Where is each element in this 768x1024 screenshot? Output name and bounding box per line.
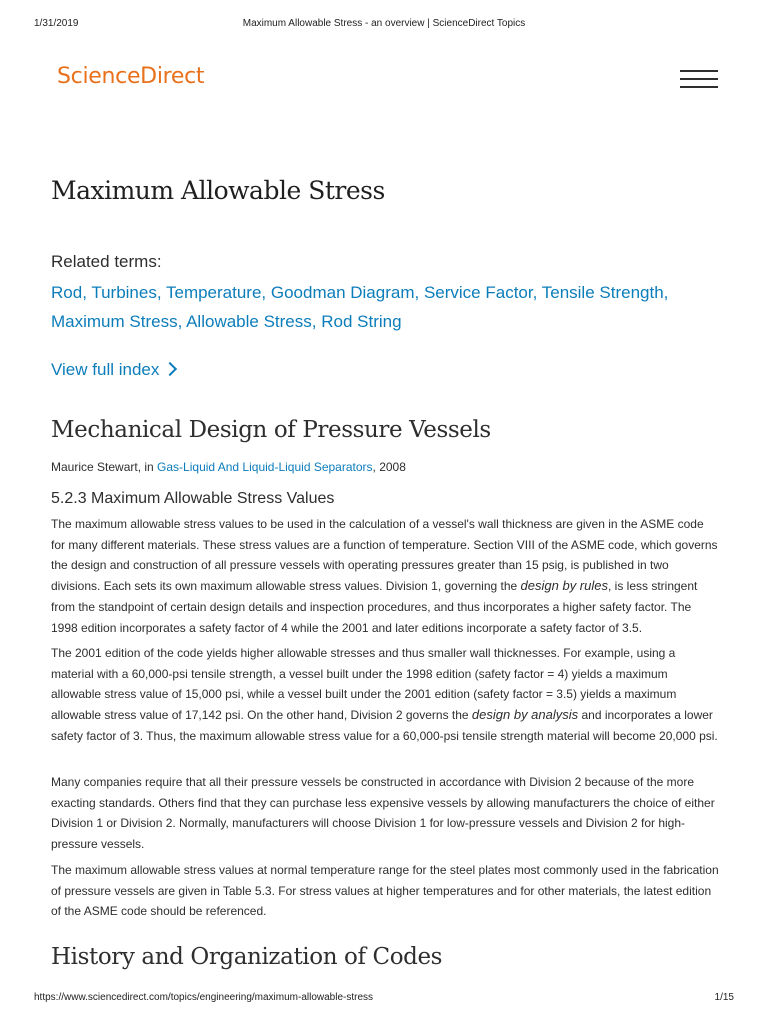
paragraph-3: Many companies require that all their pressure vessels be constructed in accordance with Division 2 because of the more exacting standards. Others find that they can purchase less expensive vessels by allowing manufacturers the choice of either Division 1 or Division 2. Normally, manufacturers will choose Division 1 for low-pressure vessels and Division 2 for high-pressure vessels.	[51, 775, 715, 852]
paragraph-2-emphasis: design by analysis	[471, 707, 579, 723]
related-term-link[interactable]: Service Factor	[423, 283, 533, 302]
citation-source-link[interactable]: Gas-Liquid And Liquid-Liquid Separators	[157, 460, 373, 474]
menu-bar	[680, 70, 718, 72]
menu-bar	[680, 78, 718, 80]
paragraph-2-text-b: and incorporates a lower safety factor of 3. Thus, the maximum allowable stress value for a 60,000-psi tensile strength material will become 20,000 psi.	[51, 708, 718, 743]
paragraph-1-text-a: The maximum allowable stress values to be used in the calculation of a vessel's wall thickness are given in the ASME code for many different materials. These stress values are a function of temperature. Section VIII of the ASME code, which governs the design and construction of all pressure vessels with operating pressures greater than 15 psig, is published in two divisions. Each sets its own maximum allowable stress values. Division 1, governing the	[51, 517, 718, 594]
related-term-link[interactable]: Maximum Stress	[51, 312, 178, 331]
paragraph-1	[51, 514, 719, 638]
page-title: Maximum Allowable Stress	[51, 176, 385, 205]
view-full-index-link[interactable]	[51, 360, 175, 380]
chevron-right-icon	[163, 362, 177, 376]
citation-author: Maurice Stewart, in	[51, 460, 158, 474]
view-full-index-label: View full index	[51, 360, 160, 379]
related-term-link[interactable]: Goodman Diagram	[270, 283, 415, 302]
sciencedirect-logo[interactable]: ScienceDirect	[57, 64, 205, 89]
next-section-title: History and Organization of Codes	[51, 944, 443, 970]
related-term-link[interactable]: Rod	[51, 283, 83, 302]
print-url: https://www.sciencedirect.com/topics/engineering/maximum-allowable-stress	[34, 992, 374, 1003]
related-terms-label: Related terms:	[51, 252, 162, 271]
subsection-title: 5.2.3 Maximum Allowable Stress Values	[51, 490, 335, 507]
related-term-link[interactable]: Tensile Strength	[541, 283, 664, 302]
menu-bar	[680, 86, 718, 88]
paragraph-1-text-b: , is less stringent from the standpoint of certain design details and inspection procedures, and thus incorporates a higher safety factor. The 1998 edition incorporates a safety factor of 4 while the 2001 and later editions incorporate a safety factor of 3.5.	[51, 579, 698, 635]
paragraph-2-text-a: The 2001 edition of the code yields higher allowable stresses and thus smaller wall thicknesses. For example, using a material with a 60,000-psi tensile strength, a vessel built under the 1998 edition (safety factor = 4) yields a maximum allowable stress value of 15,000 psi, while a vessel built under the 2001 edition (safety factor = 3.5) yields a maximum allowable stress value of 17,142 psi. On the other hand, Division 2 governs the	[51, 646, 677, 723]
related-term-link[interactable]: Rod String	[321, 312, 402, 331]
related-term-link[interactable]: Turbines	[91, 283, 157, 302]
related-term-link[interactable]: Allowable Stress	[186, 312, 312, 331]
citation-year: , 2008	[372, 460, 406, 474]
related-term-link[interactable]: Temperature	[165, 283, 262, 302]
hamburger-menu-icon[interactable]	[680, 70, 718, 90]
print-date: 1/31/2019	[34, 18, 79, 29]
print-page-title: Maximum Allowable Stress - an overview | ScienceDirect Topics	[242, 18, 526, 29]
related-terms-list: Rod, Turbines, Temperature, Goodman Diagram, Service Factor, Tensile Strength, Maximum Stress, Allowable Stress, Rod String	[51, 283, 669, 331]
section-title: Mechanical Design of Pressure Vessels	[51, 417, 491, 443]
citation	[51, 460, 406, 474]
paragraph-1-emphasis: design by rules	[520, 578, 608, 594]
print-page-number: 1/15	[714, 992, 734, 1003]
paragraph-4: The maximum allowable stress values at normal temperature range for the steel plates most commonly used in the fabrication of pressure vessels are given in Table 5.3. For stress values at higher temperatures and for other materials, the latest edition of the ASME code should be referenced.	[51, 863, 719, 919]
paragraph-2	[51, 643, 719, 747]
